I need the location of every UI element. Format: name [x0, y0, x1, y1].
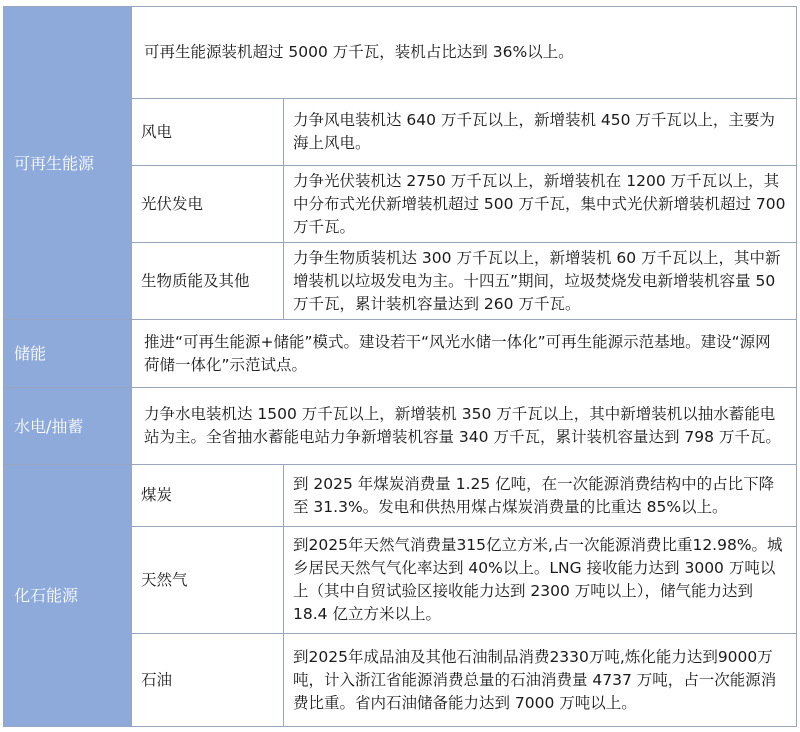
category-renewable: 可再生能源: [4, 7, 132, 320]
subcategory-oil: 石油: [132, 634, 284, 727]
oil-description: 到2025年成品油及其他石油制品消费2330万吨,炼化能力达到9000万吨，计入浙江省能源消费总量的石油消费量 4737 万吨，占一次能源消费比重。省内石油储备能力达到 7000 万吨以上。: [284, 634, 797, 727]
storage-description: 推进“可再生能源+储能”模式。建设若干“风光水储一体化”可再生能源示范基地。建设“源网荷储一体化”示范试点。: [132, 320, 797, 388]
solar-description: 力争光伏装机达 2750 万千瓦以上，新增装机在 1200 万千瓦以上，其中分布式光伏新增装机超过 500 万千瓦，集中式光伏新增装机超过 700 万千瓦。: [284, 166, 797, 243]
energy-plan-table: [3, 6, 797, 727]
table-row: [4, 7, 797, 99]
renewable-summary: 可再生能源装机超过 5000 万千瓦，装机占比达到 36%以上。: [132, 7, 797, 99]
table-row: [4, 388, 797, 465]
coal-description: 到 2025 年煤炭消费量 1.25 亿吨，在一次能源消费结构中的占比下降至 31.3%。发电和供热用煤占煤炭消费量的比重达 85%以上。: [284, 465, 797, 527]
category-fossil: 化石能源: [4, 465, 132, 727]
subcategory-biomass: 生物质能及其他: [132, 243, 284, 320]
wind-description: 力争风电装机达 640 万千瓦以上，新增装机 450 万千瓦以上，主要为海上风电。: [284, 99, 797, 166]
subcategory-wind: 风电: [132, 99, 284, 166]
subcategory-natural-gas: 天然气: [132, 527, 284, 634]
table-row: [4, 465, 797, 527]
category-hydro: 水电/抽蓄: [4, 388, 132, 465]
biomass-description: 力争生物质装机达 300 万千瓦以上，新增装机 60 万千瓦以上，其中新增装机以垃圾发电为主。十四五”期间，垃圾焚烧发电新增装机容量 50 万千瓦，累计装机容量达到 260 万千瓦。: [284, 243, 797, 320]
category-storage: 储能: [4, 320, 132, 388]
subcategory-solar: 光伏发电: [132, 166, 284, 243]
subcategory-coal: 煤炭: [132, 465, 284, 527]
table-row: [4, 320, 797, 388]
hydro-description: 力争水电装机达 1500 万千瓦以上，新增装机 350 万千瓦以上，其中新增装机以抽水蓄能电站为主。全省抽水蓄能电站力争新增装机容量 340 万千瓦，累计装机容量达到 798 万千瓦。: [132, 388, 797, 465]
natural-gas-description: 到2025年天然气消费量315亿立方米,占一次能源消费比重12.98%。城乡居民天然气气化率达到 40%以上。LNG 接收能力达到 3000 万吨以上（其中自贸试验区接收能力达到 2300 万吨以上），储气能力达到 18.4 亿立方米以上。: [284, 527, 797, 634]
